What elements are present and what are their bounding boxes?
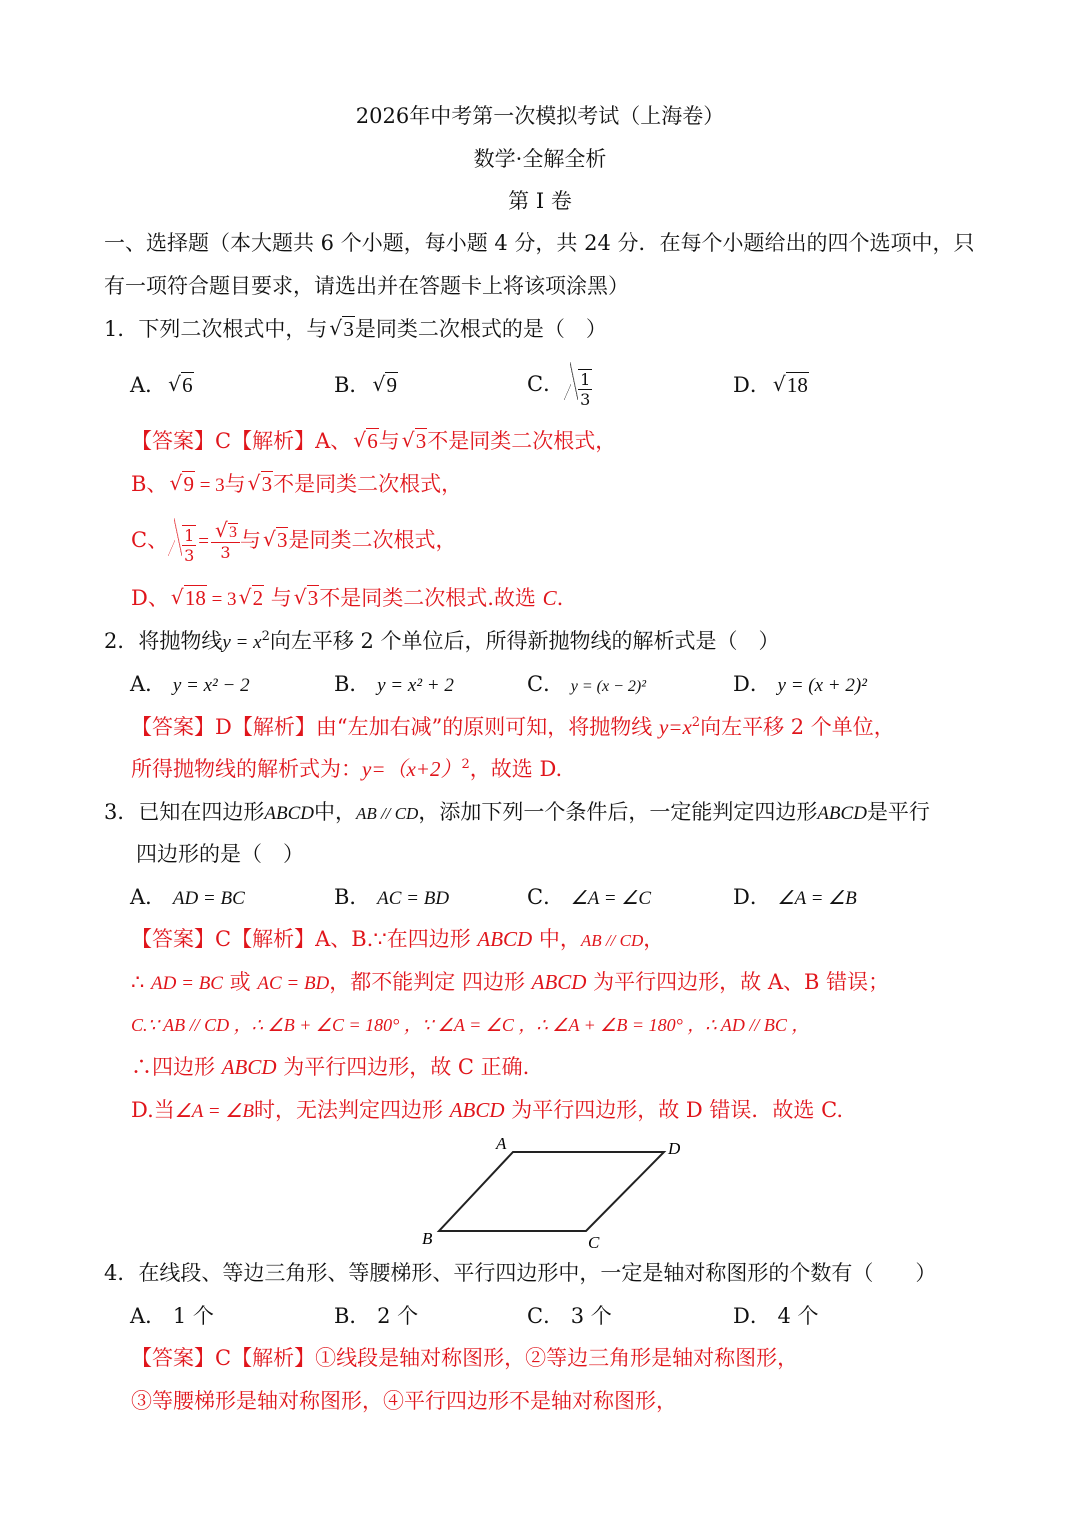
vertex-label-a: A [496, 1134, 507, 1153]
page-title: 2026年中考第一次模拟考试（上海卷） [355, 104, 725, 128]
q1-stem-text: 1．下列二次根式中，与 [104, 317, 328, 341]
question-4-stem: 4．在线段、等边三角形、等腰梯形、平行四边形中，一定是轴对称图形的个数有（ ） [104, 1261, 937, 1285]
q3-option-d: D． ∠A = ∠B [733, 885, 857, 909]
q2-answer-line1: 【答案】D【解析】由“左加右减”的原则可知，将抛物线 $y=x^2$向左平移 2 个单位， [131, 715, 895, 739]
q4-answer-line1: 【答案】C【解析】①线段是轴对称图形，②等边三角形是轴对称图形， [131, 1346, 799, 1370]
question-3-stem-line2: 四边形的是（ ） [136, 842, 304, 866]
q3-option-a: A． AD = BC [130, 885, 245, 909]
q1-answer-line3: C、 $\frac{1}{3}$ = √ $\frac{3}{3}$ 与√ 3是同类二次根式， [131, 512, 456, 570]
q3-answer-line2: ∴ AD = BC 或 AC = BD，都不能判定 四边形 ABCD 为平行四边形，故 A、B 错误； [131, 970, 890, 994]
parallelogram-figure [410, 1130, 700, 1252]
q1-stem-radical: √ 3 [329, 314, 355, 344]
q1-answer-line1: 【答案】C【解析】A、√ 6与√ 3不是同类二次根式， [131, 426, 616, 456]
q2-answer-line2: 所得抛物线的解析式为：$y=(x+2)^2$，故选 D. [131, 757, 563, 781]
q1-option-a: A．√ 6 [130, 370, 194, 400]
parallelogram-shape [439, 1152, 664, 1231]
q1-stem-text-2: 是同类二次根式的是（ ） [354, 317, 607, 341]
q3-answer-line3: C.∵ AB // CD ，∴ ∠B + ∠C = 180° ，∵ ∠A = ∠C ，∴ ∠A + ∠B = 180° ，∴ AD // BC ， [131, 1015, 810, 1035]
q1-option-d: D．√ 18 [733, 370, 809, 400]
vertex-label-b: B [422, 1229, 433, 1248]
q2-option-b: B． y = x² + 2 [334, 672, 454, 696]
q4-option-d: D． 4 个 [733, 1304, 819, 1328]
q2-option-a: A． y = x² − 2 [130, 672, 250, 696]
question-3-stem-line1: 3．已知在四边形ABCD中，AB // CD，添加下列一个条件后，一定能判定四边形ABCD是平行 [104, 800, 930, 824]
vertex-label-c: C [588, 1233, 600, 1252]
page-subtitle: 数学·全解全析 [473, 147, 607, 171]
q3-answer-line1: 【答案】C【解析】A、B.∵在四边形 ABCD 中，AB // CD， [131, 927, 665, 951]
section-instructions-line1: 一、选择题（本大题共 6 个小题，每小题 4 分，共 24 分．在每个小题给出的四个选项中，只 [104, 231, 975, 255]
q1-answer-line2: B、√ 9 = 3与√ 3不是同类二次根式， [131, 469, 462, 501]
q4-option-a: A． 1 个 [130, 1304, 214, 1328]
volume-label: 第 I 卷 [508, 189, 572, 213]
vertex-label-d: D [668, 1139, 681, 1158]
q1-answer-line4: D、√ 18 = 3√ 2 与√ 3不是同类二次根式.故选 C. [131, 583, 563, 615]
section-instructions-line2: 有一项符合题目要求，请选出并在答题卡上将该项涂黑） [104, 274, 629, 298]
q2-option-c: C． y = (x − 2)² [527, 672, 647, 696]
q2-option-d: D． y = (x + 2)² [733, 672, 867, 696]
question-2-stem: 2．将抛物线$y = x^2$向左平移 2 个单位后，所得新抛物线的解析式是（ ） [104, 629, 780, 653]
q1-option-c: C． $\frac{1}{3}$ [527, 356, 592, 414]
q3-answer-line4: ∴四边形 ABCD 为平行四边形，故 C 正确. [131, 1055, 530, 1079]
q4-option-c: C． 3 个 [527, 1304, 612, 1328]
q4-option-b: B． 2 个 [334, 1304, 419, 1328]
q3-answer-line5: D.当∠A = ∠B时，无法判定四边形 ABCD 为平行四边形，故 D 错误．故选 C. [131, 1098, 844, 1122]
q3-option-c: C． ∠A = ∠C [527, 885, 652, 909]
q1-option-b: B．√ 9 [334, 370, 398, 400]
q4-answer-line2: ③等腰梯形是轴对称图形，④平行四边形不是轴对称图形， [131, 1389, 677, 1413]
question-1-stem [104, 314, 607, 344]
q3-option-b: B． AC = BD [334, 885, 450, 909]
